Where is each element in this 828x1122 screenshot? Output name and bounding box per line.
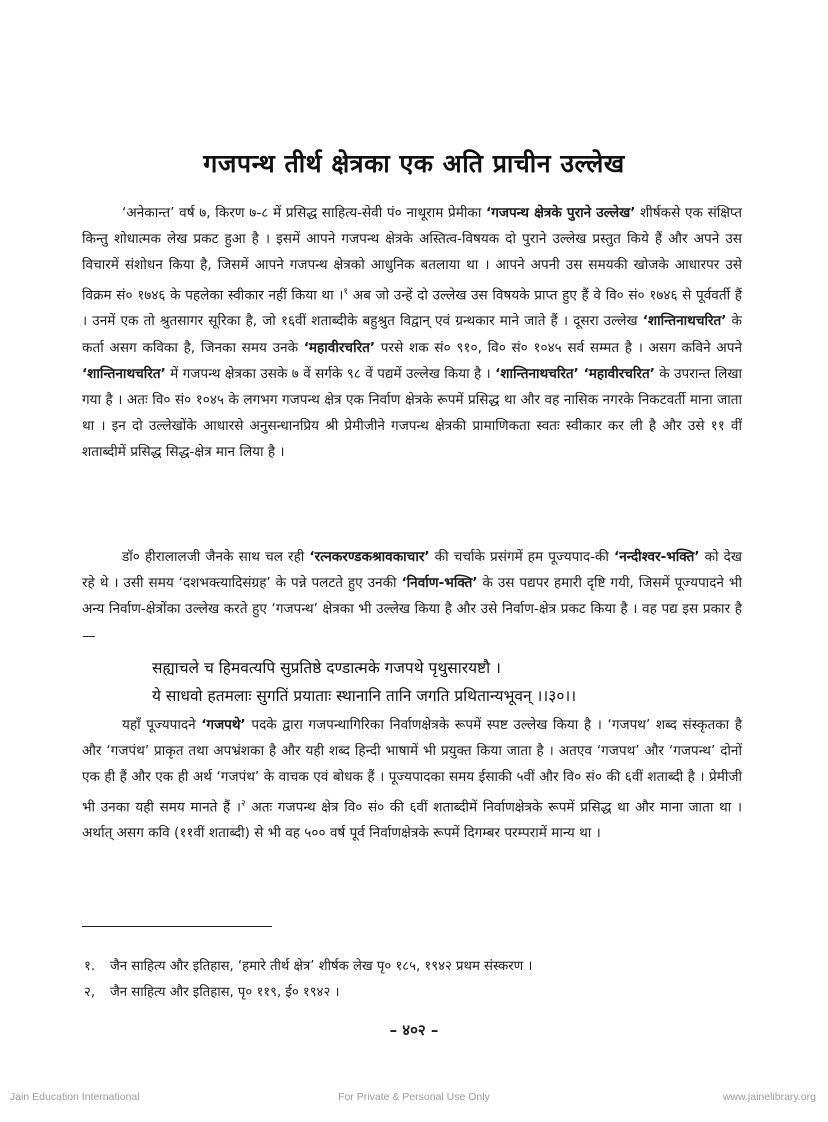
text-run: को देख रहे थे । उसी समय xyxy=(82,549,742,592)
footnote-ref: १ xyxy=(343,286,349,297)
text-run: अब जो उन्हें दो उल्लेख उस विषयके प्राप्त हुए हैं वे वि० सं० १७४६ से पूर्ववर्ती हैं । उनमें एक तो श्रुतसागर सूरिका है, जो १६वीं शताब्दीके बहुश्रुत विद्वान् एवं ग्रन्थकार माने जाते हैं । दूसरा उल्लेख xyxy=(82,287,742,330)
paragraph-3 xyxy=(82,712,742,847)
emphasized-title: ‘गजपथे’ xyxy=(201,717,246,733)
emphasized-title: ‘शान्तिनाथचरित’ xyxy=(642,313,727,330)
footnotes xyxy=(84,954,744,1006)
footer-publisher: Jain Education International xyxy=(10,1091,140,1103)
footnote-1 xyxy=(84,954,744,980)
text-run: पदके द्वारा गजपन्थागिरिका निर्वाणक्षेत्रके रूपमें स्पष्ट उल्लेख किया है । ‘गजपथ’ शब्द संस्कृतका है और ‘गजपंथ’ प्राकृत तथा अपभ्रंशका है और यही शब्द हिन्दी भाषामें भी प्रयुक्त किया जाता है । अतएव ‘गजपथ’ और ‘गजपन्थ’ दोनों एक ही हैं और एक ही अर्थ ‘गजपंथ’ के वाचक एवं बोधक हैं । पूज्यपादका समय ईसाकी ५वीं और वि० सं० की ६वीं शताब्दी है । प्रेमीजी भी उनका यही समय मानते हैं । xyxy=(82,717,742,816)
text-run: ‘दशभक्त्यादिसंग्रह’ xyxy=(178,575,271,592)
footnote-text: जैन साहित्य और इतिहास, पृ० ११९, ई० १९४२ । xyxy=(110,985,340,1000)
emphasized-title: ‘महावीरचरित’ xyxy=(303,339,376,356)
footnote-2 xyxy=(84,980,744,1006)
emphasized-title: ‘गजपन्थ क्षेत्रके पुराने उल्लेख’ xyxy=(486,205,636,221)
text-run: के उपरान्त लिखा गया है । अतः वि० सं० १०४५ के लगभग गजपन्थ क्षेत्र एक निर्वाण क्षेत्रके रूपमें प्रसिद्ध था और वह नासिक नगरके निकटवर्ती माना जाता था । इन दो उल्लेखोंके आधारसे अनुसन्धानप्रिय श्री प्रेमीजीने गजपन्थ क्षेत्रकी प्रामाणिकता स्वतः स्वीकार कर ली है और उसे ११ वीं शताब्दीमें प्रसिद्ध सिद्ध-क्षेत्र मान लिया है । xyxy=(82,365,743,461)
emphasized-title: ‘शान्तिनाथचरित’ ‘महावीरचरित’ xyxy=(495,365,655,382)
paragraph-1 xyxy=(82,200,742,466)
paragraph-2 xyxy=(82,544,742,649)
footer-website-link[interactable]: www.jainelibrary.org xyxy=(722,1091,816,1103)
footnote-number: २, xyxy=(84,985,96,1000)
text-run: यहाँ पूज्यपादने xyxy=(122,717,202,733)
footnote-text: जैन साहित्य और इतिहास, ‘हमारे तीर्थ क्षेत्र’ शीर्षक लेख पृ० १८५, १९४२ प्रथम संस्करण । xyxy=(110,959,533,974)
emphasized-title: ‘नन्दीश्वर-भक्ति’ xyxy=(614,549,700,565)
footnote-ref: २ xyxy=(241,798,246,809)
emphasized-title: ‘रत्नकरण्डकश्रावकाचार’ xyxy=(309,549,430,565)
emphasized-title: ‘निर्वाण-भक्ति’ xyxy=(401,575,478,592)
footnote-number: १. xyxy=(84,959,96,974)
text-run: परसे शक सं० ९१०, वि० सं० १०४५ सर्व सम्मत है । असग कविने अपने xyxy=(375,339,742,356)
text-run: के उस पद्यपर हमारी दृष्टि गयी, जिसमें पूज्यपादने भी अन्य निर्वाण-क्षेत्रोंका उल्लेख करते हुए ‘गजपन्थ’ क्षेत्रका भी उल्लेख किया है और उसे निर्वाण-क्षेत्र प्रकट किया है । वह पद्य इस प्रकार है— xyxy=(82,575,742,644)
text-run: की चर्चाके प्रसंगमें हम पूज्यपाद-की xyxy=(429,549,615,565)
text-run: के पन्ने पलटते हुए उनकी xyxy=(270,575,402,592)
verse-line-2: ये साधवो हतमलाः सुगतिं प्रयाताः स्थानानि तानि जगति प्रथितान्यभूवन् ।।३०।। xyxy=(152,687,577,705)
footnote-separator xyxy=(82,926,272,927)
text-run: के कर्ता असग कविका है, जिनका समय उनके xyxy=(82,313,743,356)
emphasized-title: ‘शान्तिनाथचरित’ xyxy=(82,365,166,382)
article-title: गजपन्थ तीर्थ क्षेत्रका एक अति प्राचीन उल्लेख xyxy=(203,149,625,178)
page-number: – ४०२ – xyxy=(389,1021,439,1039)
verse-line-1: सह्याचले च हिमवत्यपि सुप्रतिष्ठे दण्डात्मके गजपथे पृथुसारयष्टौ । xyxy=(152,659,501,677)
page-footer xyxy=(0,1091,828,1111)
text-run: ‘अनेकान्त’ वर्ष ७, किरण ७-८ में प्रसिद्ध साहित्य-सेवी पं० नाथूराम प्रेमीका xyxy=(122,205,487,221)
footer-usage-note: For Private & Personal Use Only xyxy=(338,1091,490,1103)
text-run: शीर्षकसे एक संक्षिप्त किन्तु शोधात्मक लेख प्रकट हुआ है । इसमें आपने गजपन्थ क्षेत्रके अस्तित्व-विषयक दो पुराने उल्लेख प्रस्तुत किये हैं और अपने उस विचारमें संशोधन किया है, जिसमें आपने गजपन्थ क्षेत्रको आधुनिक बतलाया था । आपने अपनी उस समयकी खोजके आधारपर उसे विक्रम सं० १७४६ के पहलेका स्वीकार नहीं किया था । xyxy=(82,205,742,304)
text-run: में गजपन्थ क्षेत्रका उसके ७ वें सर्गके ९८ वें पद्यमें उल्लेख किया है । xyxy=(165,365,496,382)
sanskrit-verse xyxy=(152,654,732,710)
text-run: अतः गजपन्थ क्षेत्र वि० सं० की ६वीं शताब्दीमें निर्वाणक्षेत्रके रूपमें प्रसिद्ध था और माना जाता था । अर्थात् असग कवि (११वीं शताब्दी) से भी वह ५०० वर्ष पूर्व निर्वाणक्षेत्रके रूपमें दिगम्बर परम्परामें मान्य था । xyxy=(82,799,742,842)
text-run: डॉ० हीरालालजी जैनके साथ चल रही xyxy=(122,549,310,565)
